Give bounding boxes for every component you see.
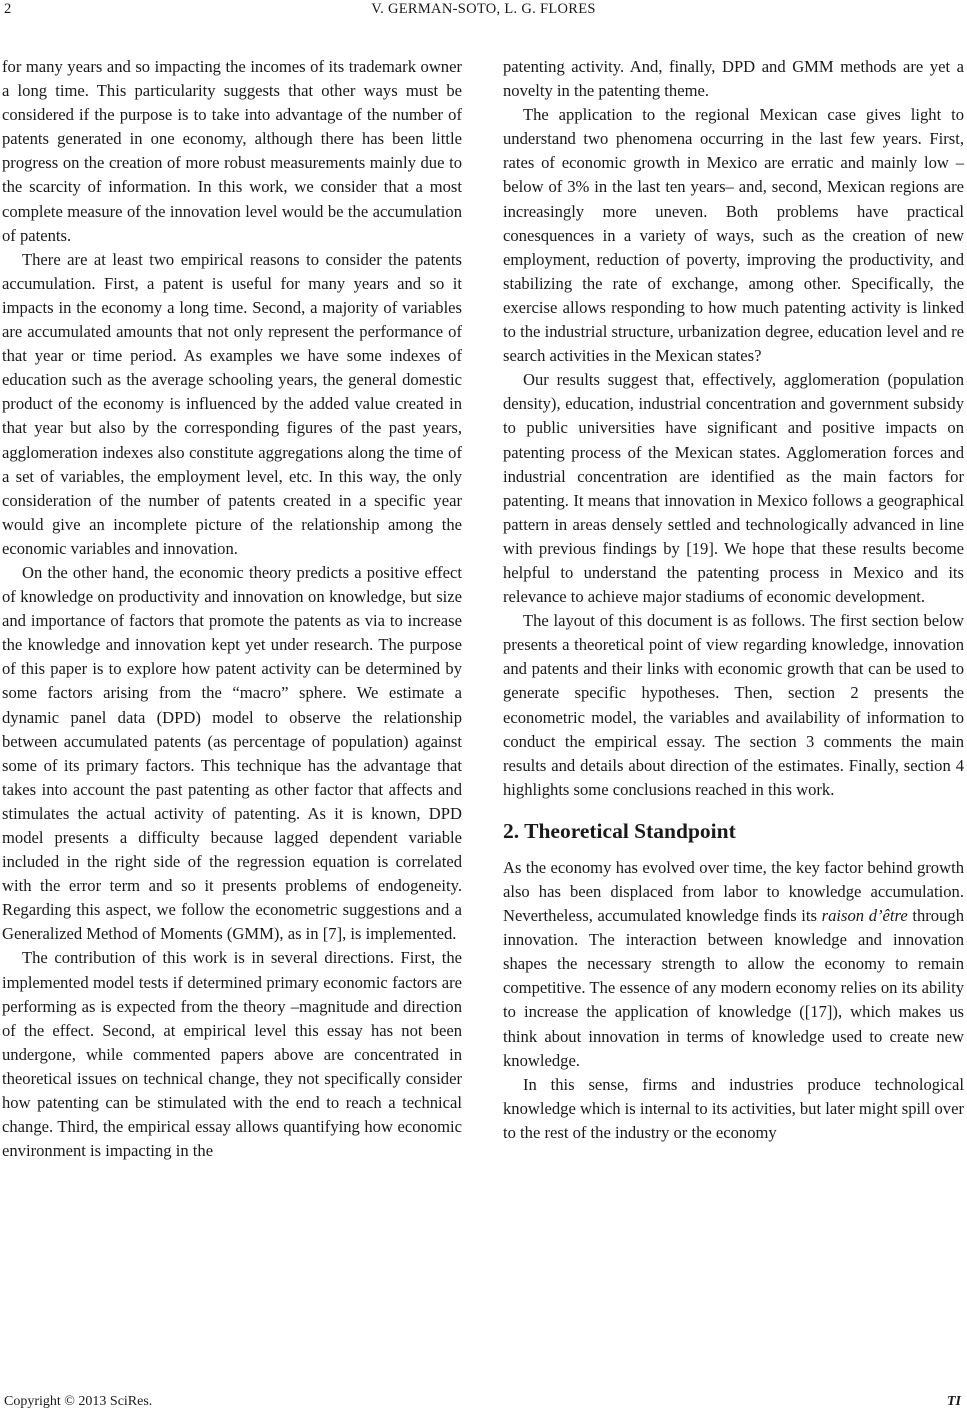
italic-phrase: raison d’être [821,906,908,926]
copyright-notice: Copyright © 2013 SciRes. [4,1394,153,1409]
right-paragraph-3: Our results suggest that, effectively, agglomeration (population density), education, industrial concentration and government subsidy to public universities have significant and positive impacts on patenting process of the Mexican states. Agglomeration forces and industrial concentration are identified as the main factors for patenting. It means that innovation in Mexico follows a geographical pattern in areas densely settled and technologically advanced in line with previous findings by [19]. We hope that these results become helpful to understand the patenting process in Mexico and its relevance to achieve major stadiums of economic development. [503,370,964,607]
page-header [0,0,967,24]
right-paragraph-1: patenting activity. And, finally, DPD and GMM methods are yet a novelty in the patenting theme. [503,57,964,101]
left-paragraph-4: The contribution of this work is in several directions. First, the implemented model tests if determined primary economic factors are performing as is expected from the theory –magnitude and direction of the effect. Second, at empirical level this essay has not been undergone, while commented papers above are concentrated in theoretical issues on technical change, they not specifically consider how patenting can be stimulated with the end to reach a technical change. Third, the empirical essay allows quantifying how economic environment is impacting in the [2,948,462,1161]
journal-abbreviation: TI [947,1394,961,1409]
left-paragraph-3: On the other hand, the economic theory predicts a positive effect of knowledge on productivity and innovation on knowledge, but size and importance of factors that promote the patents as via to increase the knowledge and innovation kept yet under research. The purpose of this paper is to explore how patent activity can be determined by some factors arising from the “macro” sphere. We estimate a dynamic panel data (DPD) model to observe the relationship between accumulated patents (as percentage of population) against some of its primary factors. This technique has the advantage that takes into account the past patenting as other factor that affects and stimulates the actual activity of patenting. As it is known, DPD model presents a difficulty because lagged dependent variable included in the right side of the regression equation is correlated with the error term and so it presents problems of endogeneity. Regarding this aspect, we follow the econometric suggestions and a Generalized Method of Moments (GMM), as in [7], is implemented. [2,562,462,944]
right-paragraph-5 [503,856,964,1073]
left-paragraph-2: There are at least two empirical reasons to consider the patents accumulation. First, a patent is useful for many years and so it impacts in the economy a long time. Second, a majority of variables are accumulated amounts that not only represent the performance of that year or time period. As examples we have some indexes of education such as the average schooling years, the general domestic product of the economy is influenced by the added value created in that year but also by the corresponding figures of the past years, agglomeration indexes also constitute aggregations along the time of a set of variables, the employment level, etc. In this way, the only consideration of the number of patents created in a specific year would give an incomplete picture of the relationship among the economic variables and innovation. [2,249,462,558]
left-paragraph-1: for many years and so impacting the incomes of its trademark owner a long time. This particularity suggests that other ways must be considered if the purpose is to take into advantage of the number of patents generated in one economy, although there has been little progress on the creation of more robust measurements mainly due to the scarcity of information. In this work, we consider that a most complete measure of the innovation level would be the accumulation of patents. [2,57,462,245]
right-paragraph-6: In this sense, firms and industries produce technological knowledge which is internal to its activities, but later might spill over to the rest of the industry or the economy [503,1074,964,1142]
left-column [2,55,462,1163]
right-column [503,55,964,1145]
paragraph-text: through innovation. The interaction between knowledge and innovation shapes the necessary strength to allow the economy to remain competitive. The essence of any modern economy relies on its ability to increase the application of knowledge ([17]), which makes us think about innovation in terms of knowledge used to create new knowledge. [503,906,964,1070]
page-number: 2 [4,1,12,17]
right-paragraph-2: The application to the regional Mexican case gives light to understand two phenomena occurring in the last few years. First, rates of economic growth in Mexico are erratic and mainly low –below of 3% in the last ten years– and, second, Mexican regions are increasingly more uneven. Both problems have practical conesquences in a variety of ways, such as the creation of new employment, reduction of poverty, improving the productivity, and stabilizing the rate of exchange, among other. Specifically, the exercise allows responding to how much patenting activity is linked to the industrial structure, urbanization degree, education level and re search activities in the Mexican states? [503,105,964,366]
right-paragraph-4: The layout of this document is as follows. The first section below presents a theoretical point of view regarding knowledge, innovation and patents and their links with economic growth that can be used to generate specific hypotheses. Then, section 2 presents the econometric model, the variables and availability of information to conduct the empirical essay. The section 3 comments the main results and details about direction of the estimates. Finally, section 4 highlights some conclusions reached in this work. [503,611,964,799]
section-heading: 2. Theoretical Standpoint [503,818,736,843]
running-head-authors: V. GERMAN-SOTO, L. G. FLORES [371,1,596,17]
paragraph-text: As the economy has evolved over time, the key factor behind growth also has been displaced from labor to knowledge accumulation. Nevertheless, accumulated knowledge finds its [503,857,964,926]
